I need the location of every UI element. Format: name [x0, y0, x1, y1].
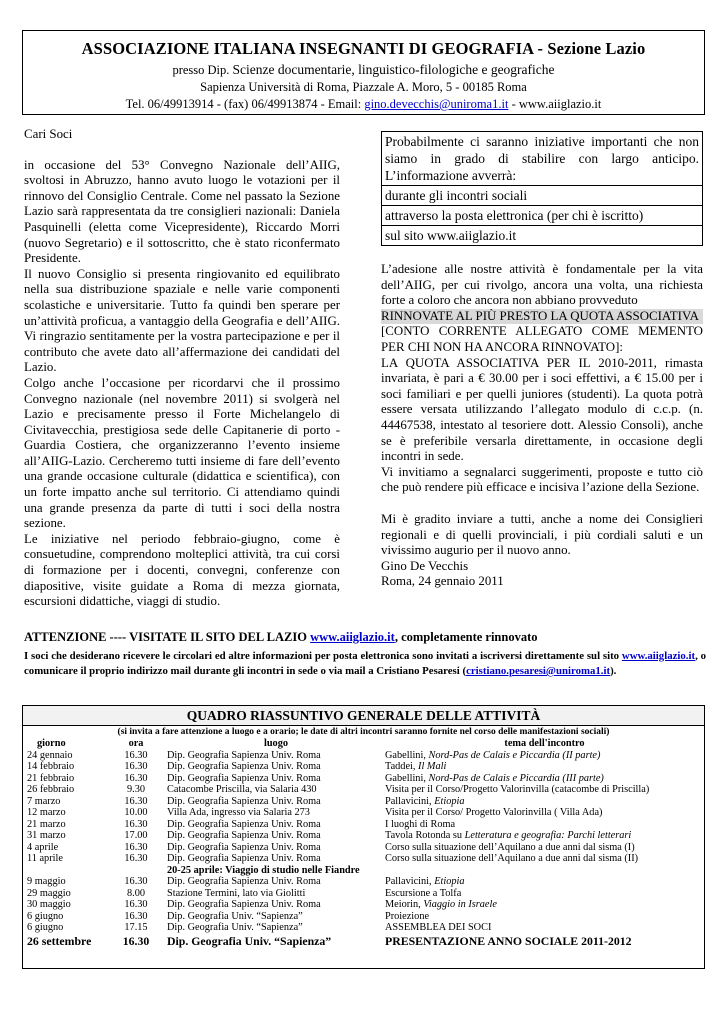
cell-luogo: Dip. Geografia Sapienza Univ. Roma	[167, 772, 321, 784]
cell-ora: 16.30	[124, 761, 148, 772]
col-giorno: giorno	[37, 738, 66, 749]
table-row	[23, 807, 704, 819]
letter-paragraph-4: Le iniziative nel periodo febbraio-giugno, come è consuetudine, comprendono molteplici attività, tra cui corsi di formazione per i docenti, convegni, conferenze con diapositive, visite guidate a Roma di mezza giornata, escursioni didattiche, viaggi di studio.	[24, 531, 340, 609]
cell-ora: 10.00	[124, 807, 148, 818]
cell-tema: Escursione a Tolfa	[385, 887, 462, 899]
cell-ora: 8.00	[126, 887, 146, 899]
cell-giorno: 9 maggio	[27, 876, 66, 887]
cell-tema: Corso sulla situazione dell’Aquilano a due anni dal sisma (I)	[385, 841, 635, 853]
cell-giorno: 21 marzo	[27, 818, 66, 830]
table-header-row	[23, 738, 704, 750]
topic: Letteratura e geografia: Parchi letterari	[464, 830, 632, 841]
cell-luogo: Dip. Geografia Sapienza Univ. Roma	[167, 876, 321, 887]
topic: Etiopia	[434, 876, 465, 887]
table-row	[23, 853, 704, 865]
table-row	[23, 830, 704, 842]
speaker: Meiorin,	[385, 899, 424, 910]
cell-ora: 17.00	[124, 830, 148, 841]
cell-luogo: Dip. Geografia Sapienza Univ. Roma	[167, 899, 321, 910]
cell-tema: ASSEMBLEA DEI SOCI	[385, 922, 492, 933]
cell-giorno: 21 febbraio	[27, 772, 75, 784]
table-row	[23, 876, 704, 888]
info-box-item: attraverso la posta elettronica (per chi è iscritto)	[382, 206, 702, 226]
col-tema: tema dell'incontro	[504, 738, 585, 749]
phone-fax: Tel. 06/49913914 - (fax) 06/49913874 - Email:	[125, 97, 365, 111]
cell-ora: 16.30	[124, 910, 148, 922]
signature: Gino De Vecchis	[381, 558, 469, 573]
membership-paragraph: L’adesione alle nostre attività è fondamentale per la vita dell’AIIG, per cui rivolgo, ancora una volta, una richiesta forte a coloro che ancora non abbiano provveduto	[381, 262, 703, 308]
topic: Etiopia	[434, 795, 465, 807]
speaker: Taddei,	[385, 761, 419, 772]
speaker: Pallavicini,	[385, 876, 435, 887]
table-row	[23, 934, 704, 948]
letter-column	[24, 127, 340, 610]
cell-tema: Proiezione	[385, 910, 430, 922]
cell-luogo: Dip. Geografia Sapienza Univ. Roma	[167, 818, 321, 830]
site-link[interactable]: www.aiiglazio.it	[310, 630, 395, 644]
cell-giorno: 6 giugno	[27, 922, 64, 933]
website-text: - www.aiiglazio.it	[508, 97, 602, 111]
cell-ora: 16.30	[124, 876, 148, 887]
topic: Il Mali	[418, 761, 447, 772]
info-box-intro: Probabilmente ci saranno iniziative importanti che non siamo in grado di stabilire con largo anticipo. L’informazione avverrà:	[382, 132, 702, 186]
summary-title: QUADRO RIASSUNTIVO GENERALE DELLE ATTIVITÀ	[23, 706, 704, 726]
cell-tema	[385, 830, 704, 842]
info-box	[381, 131, 703, 246]
bracket-note: [CONTO CORRENTE ALLEGATO COME MEMENTO PER CHI NON HA ANCORA RINNOVATO]:	[381, 324, 703, 354]
cell-luogo: Stazione Termini, lato via Giolitti	[167, 887, 306, 899]
cell-ora: 16.30	[124, 818, 148, 830]
topic: Nord-Pas de Calais e Piccardia (II parte)	[428, 749, 601, 761]
table-row	[23, 773, 704, 785]
pesaresi-email-link[interactable]: cristiano.pesaresi@uniroma1.it	[466, 665, 611, 677]
cell-luogo: Catacombe Priscilla, via Salaria 430	[167, 784, 317, 795]
table-row	[23, 750, 704, 762]
cell-ora: 16.30	[124, 899, 148, 910]
cell-giorno: 4 aprile	[27, 841, 59, 853]
table-row	[23, 842, 704, 854]
cell-ora: 16.30	[124, 841, 148, 853]
cell-tema: Corso sulla situazione dell’Aquilano a due anni dal sisma (II)	[385, 853, 639, 864]
table-row	[23, 922, 704, 934]
letterhead	[22, 30, 705, 115]
topic: Nord-Pas de Calais e Piccardia (III parte)	[428, 772, 604, 784]
cell-ora: 17.15	[124, 922, 148, 933]
table-row	[23, 888, 704, 900]
cell-tema	[385, 750, 704, 762]
greeting: Cari Soci	[24, 127, 73, 141]
greetings-paragraph: Mi è gradito inviare a tutti, anche a nome dei Consiglieri regionali e di quelli provinciali, i più cordiali saluti e un vivissimo augurio per il nuovo anno.	[381, 511, 703, 558]
info-box-item: sul sito www.aiiglazio.it	[385, 228, 517, 243]
cell-giorno: 6 giugno	[27, 910, 64, 922]
attention-headline	[24, 630, 706, 645]
site-link-2[interactable]: www.aiiglazio.it	[621, 650, 696, 662]
letter-paragraph-2: Il nuovo Consiglio si presenta ringiovanito ed equilibrato nella sua distribuzione spaziale e nelle varie componenti scolastiche e universitarie. Tutto fa quindi ben sperare per un’attività proficua, a vantaggio della Geografia e dell’AIIG. Vi ringrazio sentitamente per la vostra partecipazione e per il contributo che avete dato all’affermazione dei candidati del Lazio.	[24, 266, 340, 375]
table-row	[23, 865, 704, 877]
attention-prefix: ATTENZIONE ---- VISITATE IL SITO DEL LAZIO	[24, 630, 311, 644]
table-row	[23, 784, 704, 796]
address-line-1-prefix: presso Dip.	[172, 63, 233, 77]
address-line-1-dept: Scienze documentarie, linguistico-filologiche e geografiche	[232, 62, 555, 77]
speaker: Tavola Rotonda su	[385, 830, 465, 841]
cell-tema	[385, 773, 704, 785]
cell-tema: I luoghi di Roma	[385, 818, 456, 830]
cell-luogo: Dip. Geografia Univ. “Sapienza”	[167, 933, 332, 948]
cell-giorno: 14 febbraio	[27, 761, 75, 772]
table-row	[23, 911, 704, 923]
cell-luogo: Dip. Geografia Sapienza Univ. Roma	[167, 841, 321, 853]
cell-luogo: Dip. Geografia Sapienza Univ. Roma	[167, 749, 321, 761]
cell-giorno: 29 maggio	[27, 887, 71, 899]
cell-giorno: 30 maggio	[27, 899, 71, 910]
activities-table	[23, 738, 704, 948]
cell-ora: 9.30	[126, 784, 146, 795]
cell-tema: PRESENTAZIONE ANNO SOCIALE 2011-2012	[385, 933, 632, 948]
cell-ora: 16.30	[122, 933, 150, 948]
cell-giorno: 12 marzo	[27, 807, 66, 818]
cell-tema	[385, 899, 704, 911]
topic: Viaggio in Israele	[423, 899, 497, 910]
suggestions-paragraph: Vi invitiamo a segnalarci suggerimenti, proposte e tutto ciò che può rendere più efficace e incisiva l’azione della Sezione.	[381, 464, 703, 495]
cell-luogo: Dip. Geografia Sapienza Univ. Roma	[167, 853, 321, 864]
activities-summary	[22, 705, 705, 969]
cell-tema: Visita per il Corso/Progetto Valorinvilla (catacombe di Priscilla)	[385, 784, 650, 795]
summary-note: (si invita a fare attenzione a luogo e a orario; le date di altri incontri saranno fornite nel corso delle manifestazioni sociali)	[117, 727, 610, 737]
table-row	[23, 796, 704, 808]
mailing-list-note	[24, 649, 706, 679]
letter-date: Roma, 24 gennaio 2011	[381, 574, 504, 589]
cell-ora: 16.30	[124, 795, 148, 807]
cell-ora: 16.30	[124, 772, 148, 784]
col-ora: ora	[128, 738, 144, 749]
cell-tema	[385, 796, 704, 808]
contact-line	[23, 96, 704, 113]
renew-banner: RINNOVATE AL PIÙ PRESTO LA QUOTA ASSOCIATIVA	[381, 309, 703, 325]
cell-giorno: 31 marzo	[27, 830, 66, 841]
mailing-text-2: , o comunicare il proprio indirizzo mail durante gli incontri in sede o via mail a Cristiano Pesaresi (	[24, 650, 707, 677]
cell-ora: 16.30	[124, 749, 148, 761]
attention-notice	[24, 630, 706, 679]
cell-luogo: Dip. Geografia Univ. “Sapienza”	[167, 910, 303, 922]
cell-luogo: Dip. Geografia Sapienza Univ. Roma	[167, 830, 321, 841]
attention-suffix: , completamente rinnovato	[394, 630, 538, 644]
speaker: Pallavicini,	[385, 795, 435, 807]
letter-paragraph-1: in occasione del 53° Convegno Nazionale dell’AIIG, svoltosi in Abruzzo, hanno avuto luogo le votazioni per il rinnovo del Consiglio Centrale. Come nel passato la Sezione Lazio sarà rappresentata da tre consiglieri nazionali: Daniela Pasquinelli (eletta come Vicepresidente), Riccardo Morri (nuovo Segretario) e il sottoscritto, che è stato riconfermato Presidente.	[24, 157, 340, 266]
col-luogo: luogo	[263, 738, 289, 749]
fee-paragraph: LA QUOTA ASSOCIATIVA PER IL 2010-2011, rimasta invariata, è pari a € 30.00 per i soci effettivi, a € 15.00 per i soci familiari e per quelli juniores (studenti). La quota potrà essere versata utilizzando l’allegato modulo di c.c.p. (n. 44467538, intestato al tesoriere dott. Alessio Consoli), anche se è preferibile versarla direttamente, in occasione degli incontri in sede.	[381, 355, 703, 464]
cell-luogo: Dip. Geografia Univ. “Sapienza”	[167, 922, 303, 933]
cell-luogo: Dip. Geografia Sapienza Univ. Roma	[167, 795, 321, 807]
cell-tema: Visita per il Corso/ Progetto Valorinvilla ( Villa Ada)	[385, 807, 603, 818]
cell-giorno: 24 gennaio	[27, 749, 73, 761]
cell-luogo: Dip. Geografia Sapienza Univ. Roma	[167, 761, 321, 772]
table-row	[23, 819, 704, 831]
cell-giorno: 7 marzo	[27, 795, 61, 807]
mailing-text-3: ).	[610, 665, 617, 677]
cell-ora: 16.30	[124, 853, 148, 864]
table-row	[23, 761, 704, 773]
address-line-1	[23, 61, 704, 79]
special-event: 20-25 aprile: Viaggio di studio nelle Fiandre	[167, 864, 360, 876]
mailing-text-1: I soci che desiderano ricevere le circolari ed altre informazioni per posta elettronica sono invitati a iscriversi direttamente sul sito	[24, 650, 622, 662]
cell-luogo: Villa Ada, ingresso via Salaria 273	[167, 807, 310, 818]
table-row	[23, 899, 704, 911]
letter-paragraph-3: Colgo anche l’occasione per ricordarvi che il prossimo Convegno nazionale (nel novembre 2011) si svolgerà nel Lazio e precisamente presso il Forte Michelangelo di Civitavecchia, prestigiosa sede delle Capitanerie di porto - Guardia Costiera, che organizzeranno l’evento insieme all’AIIG-Lazio. Cercheremo tutti insieme di fare dell’evento una grande occasione culturale (didattica e scientifica), con un forte impatto anche sul territorio. Ci attendiamo quindi una grande presenza da parte di tutti i soci della nostra sezione.	[24, 375, 340, 531]
association-title: ASSOCIAZIONE ITALIANA INSEGNANTI DI GEOGRAFIA - Sezione Lazio	[81, 39, 646, 58]
speaker: Gabellini,	[385, 772, 429, 784]
info-column	[381, 131, 703, 590]
email-link[interactable]: gino.devecchis@uniroma1.it	[364, 97, 509, 111]
address-line-2: Sapienza Università di Roma, Piazzale A. Moro, 5 - 00185 Roma	[200, 80, 527, 94]
cell-tema	[385, 876, 704, 888]
cell-giorno: 11 aprile	[27, 853, 63, 864]
info-box-item: durante gli incontri sociali	[382, 186, 702, 206]
cell-tema	[385, 761, 704, 773]
cell-giorno: 26 febbraio	[27, 784, 75, 795]
cell-giorno: 26 settembre	[27, 933, 92, 948]
speaker: Gabellini,	[385, 749, 429, 761]
